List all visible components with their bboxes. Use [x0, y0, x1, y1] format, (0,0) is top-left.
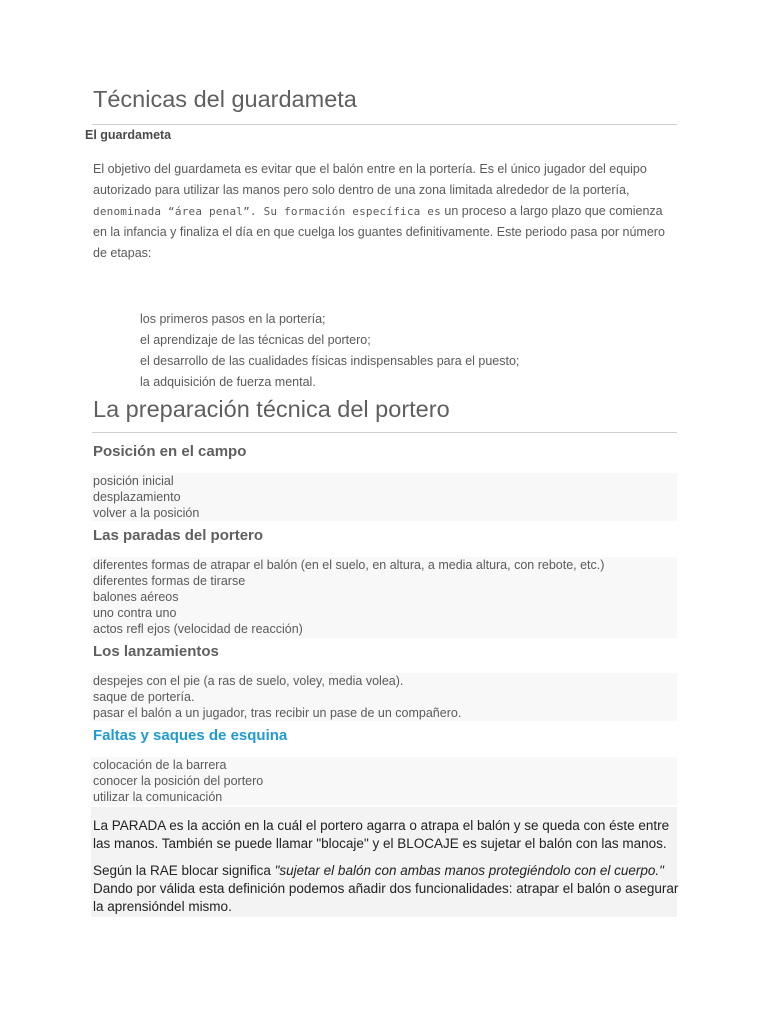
- list-item: volver a la posición: [93, 506, 200, 520]
- list-item: conocer la posición del portero: [93, 774, 264, 788]
- stage-item: la adquisición de fuerza mental.: [140, 375, 316, 389]
- list-item: posición inicial: [93, 474, 174, 488]
- stages-list: [140, 309, 519, 393]
- intro-text-1: El objetivo del guardameta es evitar que el balón entre en la portería. Es el único jugador del equipo autorizado para utilizar las manos pero solo dentro de una zona limitada alrededor de la portería,: [93, 162, 647, 197]
- rae-definition-quote: "sujetar el balón con ambas manos protegiéndolo con el cuerpo.": [274, 863, 664, 878]
- intro-paragraph: [93, 159, 677, 264]
- note-paragraph-parada: La PARADA es la acción en la cuál el portero agarra o atrapa el balón y se queda con éste entre las manos. También se puede llamar "blocaje" y el BLOCAJE es sujetar el balón con las manos.: [93, 818, 670, 851]
- list-item: diferentes formas de tirarse: [93, 574, 246, 588]
- list-item: colocación de la barrera: [93, 758, 227, 772]
- page-title: Técnicas del guardameta: [93, 86, 357, 112]
- stage-item: el desarrollo de las cualidades físicas indispensables para el puesto;: [140, 354, 520, 368]
- section-list-saves: [91, 557, 677, 638]
- section-heading-position: Posición en el campo: [93, 443, 247, 460]
- title-divider: [92, 124, 677, 125]
- section-heading-fouls-corners: Faltas y saques de esquina: [93, 727, 288, 744]
- definition-note: [91, 807, 677, 917]
- list-item: balones aéreos: [93, 590, 179, 604]
- section-list-throws: [91, 673, 677, 721]
- list-item: pasar el balón a un jugador, tras recibir un pase de un compañero.: [93, 706, 462, 720]
- section-list-fouls-corners: [91, 757, 677, 805]
- list-item: despejes con el pie (a ras de suelo, voley, media volea).: [93, 674, 404, 688]
- intro-text-2: denominada “área penal”. Su formación específica es: [93, 205, 441, 218]
- list-item: desplazamiento: [93, 490, 181, 504]
- note-paragraph-rae: [91, 862, 679, 916]
- subtitle: El guardameta: [85, 128, 172, 142]
- section-heading-saves: Las paradas del portero: [93, 527, 264, 544]
- list-item: actos refl ejos (velocidad de reacción): [93, 622, 303, 636]
- section-heading-throws: Los lanzamientos: [93, 643, 219, 660]
- intro-text-3: un proceso a largo plazo que comienza en la infancia y finaliza el día en que cuelga los guantes definitivamente. Este periodo pasa por número de etapas:: [93, 204, 665, 260]
- section-list-position: [91, 473, 677, 521]
- section-title: La preparación técnica del portero: [93, 396, 450, 422]
- section-divider: [92, 432, 677, 433]
- note-text: Dando por válida esta definición podemos añadir dos funcionalidades: atrapar el balón o asegurar la aprensióndel mismo.: [93, 881, 679, 914]
- note-text: Según la RAE blocar significa: [93, 863, 275, 878]
- list-item: diferentes formas de atrapar el balón (en el suelo, en altura, a media altura, con rebote, etc.): [93, 558, 605, 572]
- list-item: saque de portería.: [93, 690, 195, 704]
- list-item: utilizar la comunicación: [93, 790, 223, 804]
- list-item: uno contra uno: [93, 606, 177, 620]
- stage-item: los primeros pasos en la portería;: [140, 312, 326, 326]
- stage-item: el aprendizaje de las técnicas del portero;: [140, 333, 371, 347]
